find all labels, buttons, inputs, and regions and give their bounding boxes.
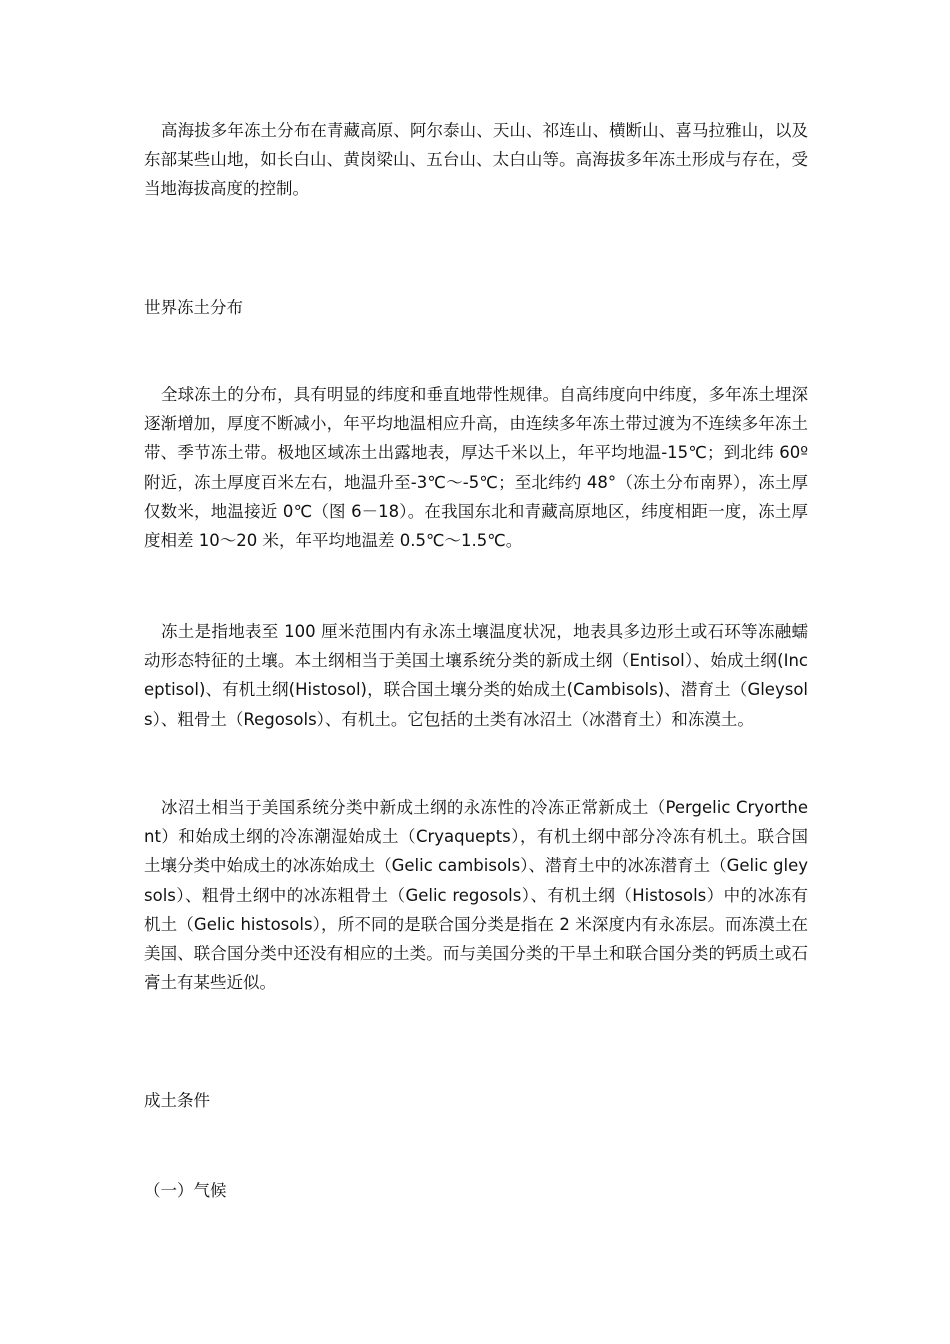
paragraph-tundra-soil-classification: 冰沼土相当于美国系统分类中新成土纲的永冻性的冷冻正常新成土（Pergelic Cryorthent）和始成土纲的冷冻潮湿始成土（Cryaquepts），有机土纲中部分冷冻有机土。联合国土壤分类中始成土的冰冻始成土（Gelic cambisols）、潜育土中的冰冻潜育土（Gelic gleysols）、粗骨土纲中的冰冻粗骨土（Gelic regosols）、有机土纲（Histosols）中的冰冻有机土（Gelic histosols），所不同的是联合国分类是指在 2 米深度内有永冻层。而冻漠土在美国、联合国分类中还没有相应的土类。而与美国分类的干旱土和联合国分类的钙质土或石膏土有某些近似。 [144,798,808,993]
section-heading-world-permafrost-distribution: 世界冻土分布 [144,298,243,317]
section-heading-soil-forming-conditions: 成土条件 [144,1091,210,1110]
subsection-heading-climate: （一）气候 [144,1181,227,1200]
paragraph-global-permafrost-distribution: 全球冻土的分布，具有明显的纬度和垂直地带性规律。自高纬度向中纬度，多年冻土埋深逐渐增加，厚度不断减小，年平均地温相应升高，由连续多年冻土带过渡为不连续多年冻土带、季节冻土带。极地区域冻土出露地表，厚达千米以上，年平均地温-15℃；到北纬 60º附近，冻土厚度百米左右，地温升至-3℃～-5℃；至北纬约 48°（冻土分布南界），冻土厚仅数米，地温接近 0℃（图 6－18）。在我国东北和青藏高原地区，纬度相距一度，冻土厚度相差 10～20 米，年平均地温差 0.5℃～1.5℃。 [144,385,808,551]
paragraph-permafrost-soil-definition: 冻土是指地表至 100 厘米范围内有永冻土壤温度状况，地表具多边形土或石环等冻融蠕动形态特征的土壤。本土纲相当于美国土壤系统分类的新成土纲（Entisol）、始成土纲(Inceptisol)、有机土纲(Histosol)，联合国土壤分类的始成土(Cambisols)、潜育土（Gleysols）、粗骨土（Regosols）、有机土。它包括的土类有冰沼土（冰潜育土）和冻漠土。 [144,622,808,729]
paragraph-high-altitude-permafrost: 高海拔多年冻土分布在青藏高原、阿尔泰山、天山、祁连山、横断山、喜马拉雅山，以及东部某些山地，如长白山、黄岗梁山、五台山、太白山等。高海拔多年冻土形成与存在，受当地海拔高度的控制。 [144,121,808,199]
